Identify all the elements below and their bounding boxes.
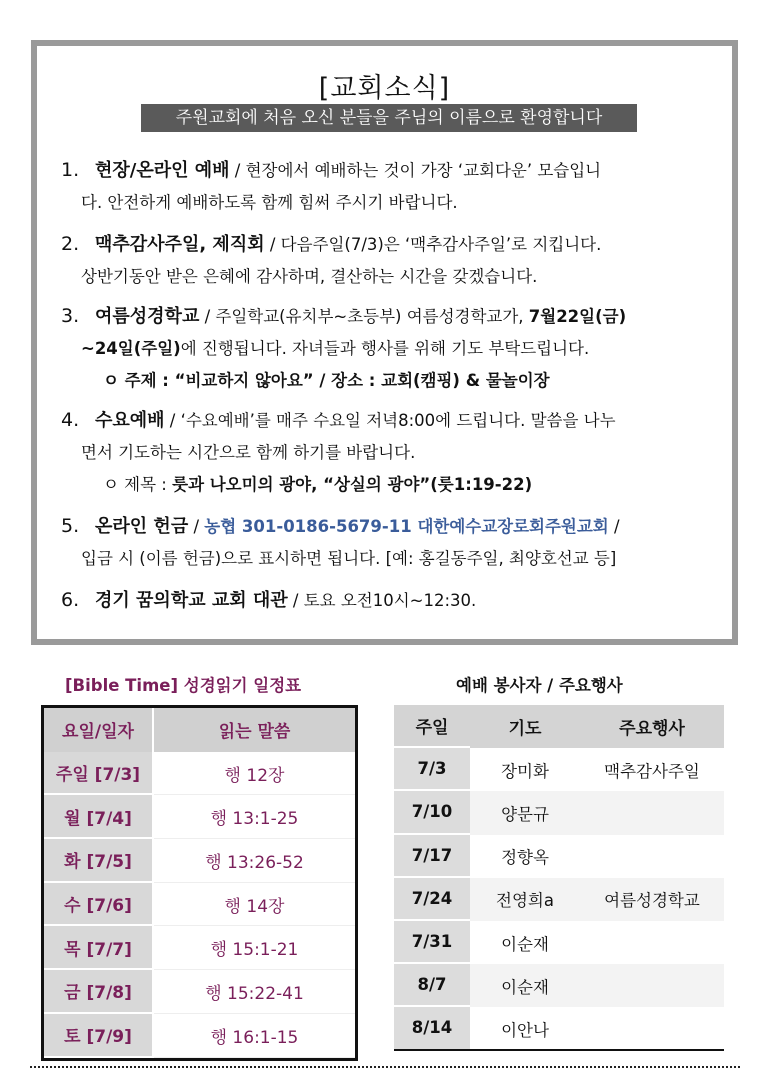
table-row: 8/14 이안나 xyxy=(394,1007,724,1050)
table-row: 7/17 정향옥 xyxy=(394,835,724,878)
worship-title: 예배 봉사자 / 주요행사 xyxy=(456,676,623,695)
news-item-6: 6. 경기 꿈의학교 교회 대관 / 토요 오전10시~12:30. xyxy=(61,589,477,611)
table-row: 7/10 양문규 xyxy=(394,791,724,834)
news-item-5: 5. 온라인 헌금 / 농협 301-0186-5679-11 대한예수교장로회주원교회 / 입금 시 (이름 헌금)으로 표시하면 됩니다. [예: 홍길동주일, 최양호선교 등] xyxy=(61,515,620,568)
worship-schedule-table xyxy=(394,705,724,1051)
table-row: 주일 [7/3] 행 12장 xyxy=(44,752,355,796)
news-item-4: 4. 수요예배 / ‘수요예배’를 매주 수요일 저녁8:00에 드립니다. 말씀을 나누 면서 기도하는 시간으로 함께 하기를 바랍니다. ㅇ 제목 : 룻과 나오미의 광야, “상실의 광야”(룻1:19-22) xyxy=(61,404,729,501)
header-reading: 읽는 말씀 xyxy=(154,708,355,752)
bank-account: 농협 301-0186-5679-11 대한예수교장로회주원교회 xyxy=(204,517,609,536)
table-row: 목 [7/7] 행 15:1-21 xyxy=(44,926,355,970)
table-row: 월 [7/4] 행 13:1-25 xyxy=(44,795,355,839)
table-row: 토 [7/9] 행 16:1-15 xyxy=(44,1014,355,1058)
table-bottom-rule xyxy=(394,1049,724,1051)
table-row: 7/31 이순재 xyxy=(394,921,724,964)
page-divider xyxy=(30,1066,740,1068)
table-header-row xyxy=(44,708,355,752)
header-sunday: 주일 xyxy=(394,705,470,748)
news-title: [교회소식] xyxy=(318,73,451,104)
news-item-3-sub: ㅇ 주제 : “비교하지 않아요” / 장소 : 교회(캠핑) & 물놀이장 xyxy=(103,371,550,390)
bible-time-title: [Bible Time] 성경읽기 일정표 xyxy=(65,676,302,695)
table-row: 수 [7/6] 행 14장 xyxy=(44,883,355,927)
news-item-4-sub: ㅇ 제목 : 룻과 나오미의 광야, “상실의 광야”(룻1:19-22) xyxy=(103,475,533,494)
table-header-row xyxy=(394,705,724,748)
header-prayer: 기도 xyxy=(470,705,580,748)
table-row: 7/24 전영희a 여름성경학교 xyxy=(394,878,724,921)
news-item-2: 2. 맥추감사주일, 제직회 / 다음주일(7/3)은 ‘맥추감사주일’로 지킵니다. 상반기동안 받은 은혜에 감사하며, 결산하는 시간을 갖겠습니다. xyxy=(61,233,602,286)
table-row: 화 [7/5] 행 13:26-52 xyxy=(44,839,355,883)
table-row: 8/7 이순재 xyxy=(394,964,724,1007)
bible-reading-table xyxy=(41,705,358,1061)
news-item-3: 3. 여름성경학교 / 주일학교(유치부~초등부) 여름성경학교가, 7월22일(금) ~24일(주일)에 진행됩니다. 자녀들과 행사를 위해 기도 부탁드립니다. ㅇ 주제 : “비교하지 않아요” / 장소 : 교회(캠핑) & 물놀이장 xyxy=(61,300,729,397)
header-event: 주요행사 xyxy=(580,705,724,748)
church-news-box xyxy=(31,40,738,645)
table-row: 금 [7/8] 행 15:22-41 xyxy=(44,970,355,1014)
news-item-1: 1. 현장/온라인 예배 / 현장에서 예배하는 것이 가장 ‘교회다운’ 모습입니 다. 안전하게 예배하도록 함께 힘써 주시기 바랍니다. xyxy=(61,159,602,212)
table-row: 7/3 장미화 맥추감사주일 xyxy=(394,748,724,791)
news-subtitle: 주원교회에 처음 오신 분들을 주님의 이름으로 환영합니다 xyxy=(141,104,637,132)
header-day: 요일/일자 xyxy=(44,708,152,752)
